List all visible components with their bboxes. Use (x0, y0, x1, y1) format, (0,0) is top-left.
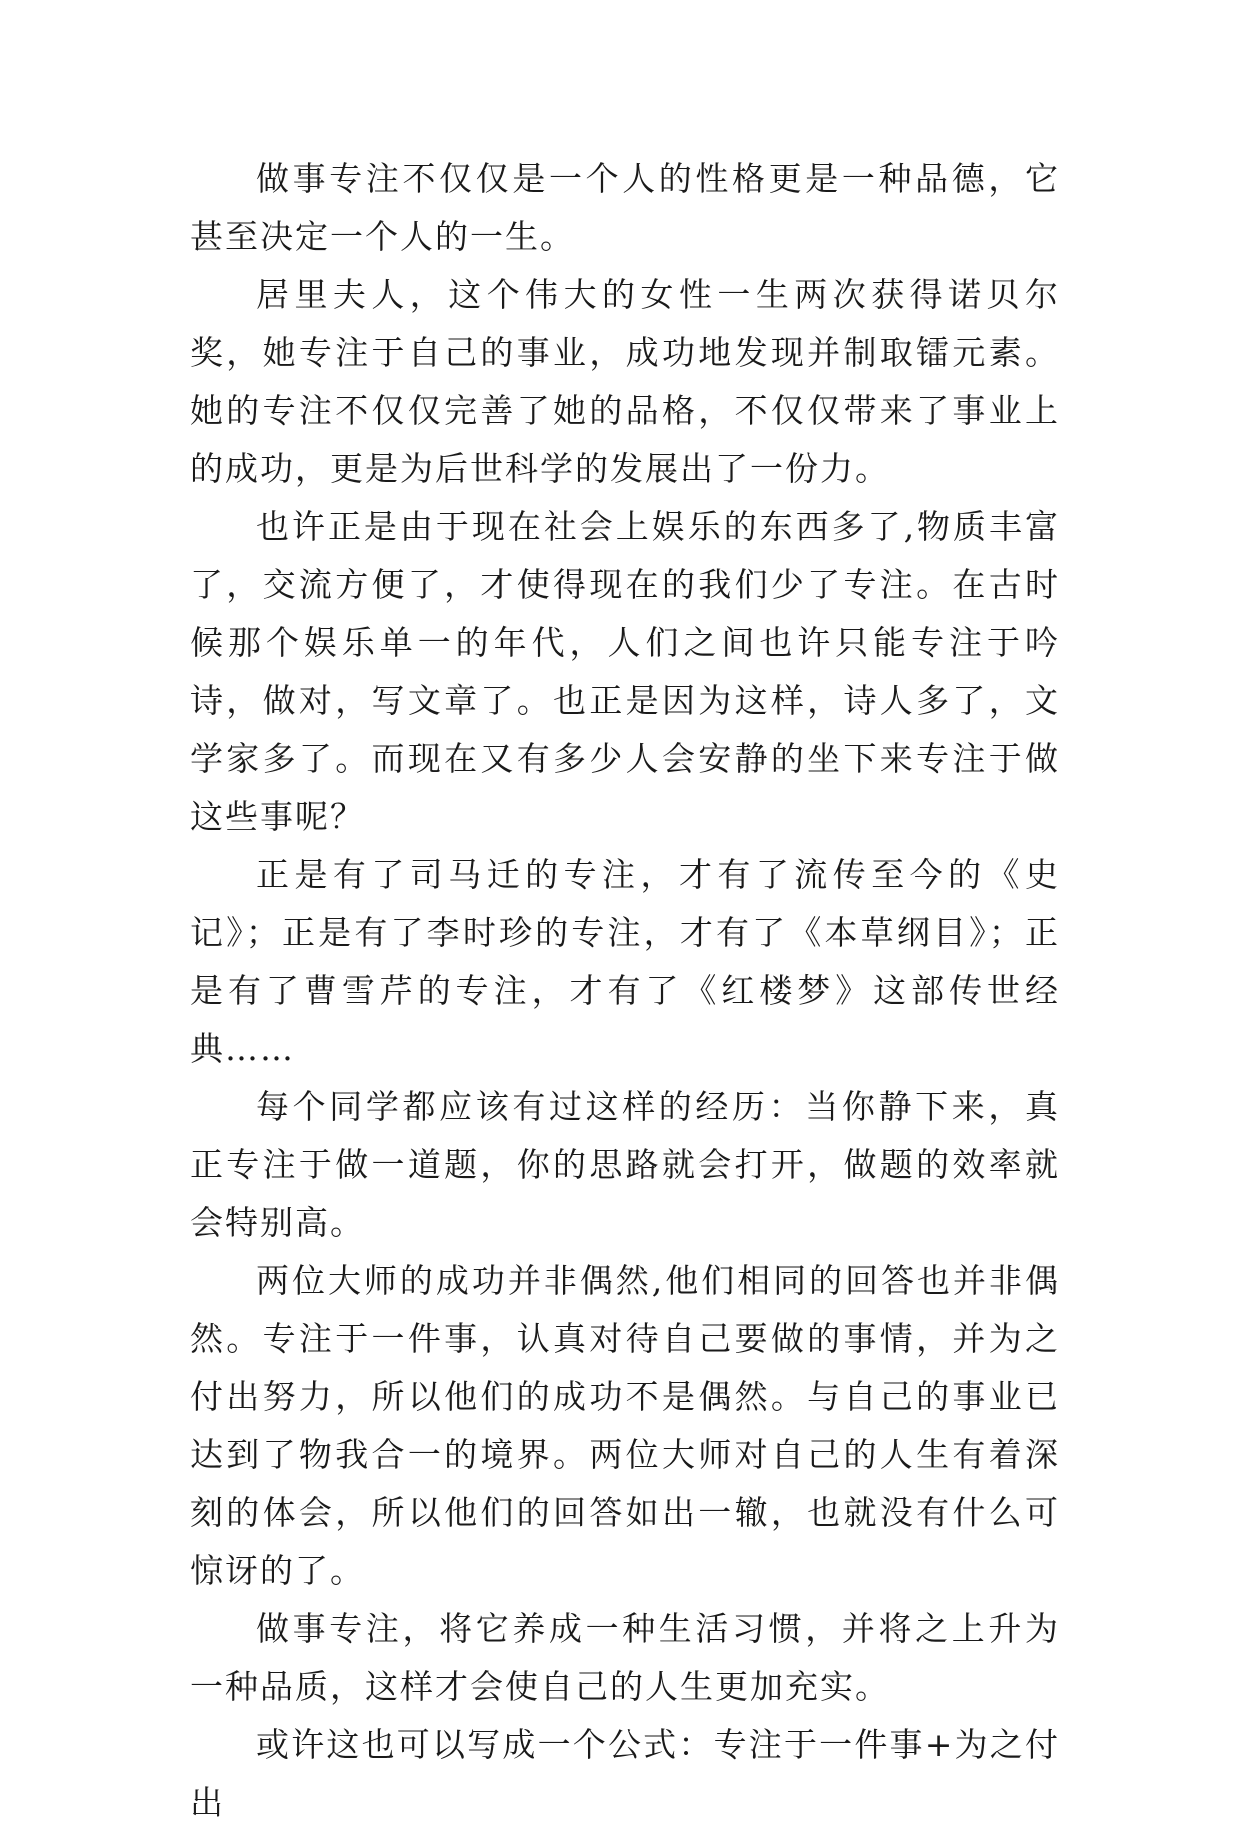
paragraph: 居里夫人，这个伟大的女性一生两次获得诺贝尔奖，她专注于自己的事业，成功地发现并制取镭元素。她的专注不仅仅完善了她的品格，不仅仅带来了事业上的成功，更是为后世科学的发展出了一份力。 (190, 275, 1060, 488)
paragraph: 两位大师的成功并非偶然,他们相同的回答也并非偶然。专注于一件事，认真对待自己要做的事情，并为之付出努力，所以他们的成功不是偶然。与自己的事业已达到了物我合一的境界。两位大师对自己的人生有着深刻的体会，所以他们的回答如出一辙，也就没有什么可惊讶的了。 (190, 1261, 1060, 1590)
document-body (190, 150, 1060, 1832)
paragraph: 做事专注不仅仅是一个人的性格更是一种品德，它甚至决定一个人的一生。 (190, 159, 1060, 256)
paragraph: 或许这也可以写成一个公式：专注于一件事+为之付出 (190, 1725, 1060, 1822)
paragraph: 正是有了司马迁的专注，才有了流传至今的《史记》；正是有了李时珍的专注，才有了《本草纲目》；正是有了曹雪芹的专注，才有了《红楼梦》这部传世经典…… (190, 855, 1060, 1068)
paragraph: 也许正是由于现在社会上娱乐的东西多了,物质丰富了，交流方便了，才使得现在的我们少了专注。在古时候那个娱乐单一的年代，人们之间也许只能专注于吟诗，做对，写文章了。也正是因为这样，诗人多了，文学家多了。而现在又有多少人会安静的坐下来专注于做这些事呢？ (190, 507, 1060, 836)
paragraph: 做事专注，将它养成一种生活习惯，并将之上升为一种品质，这样才会使自己的人生更加充实。 (190, 1609, 1060, 1706)
paragraph: 每个同学都应该有过这样的经历：当你静下来，真正专注于做一道题，你的思路就会打开，做题的效率就会特别高。 (190, 1087, 1060, 1242)
